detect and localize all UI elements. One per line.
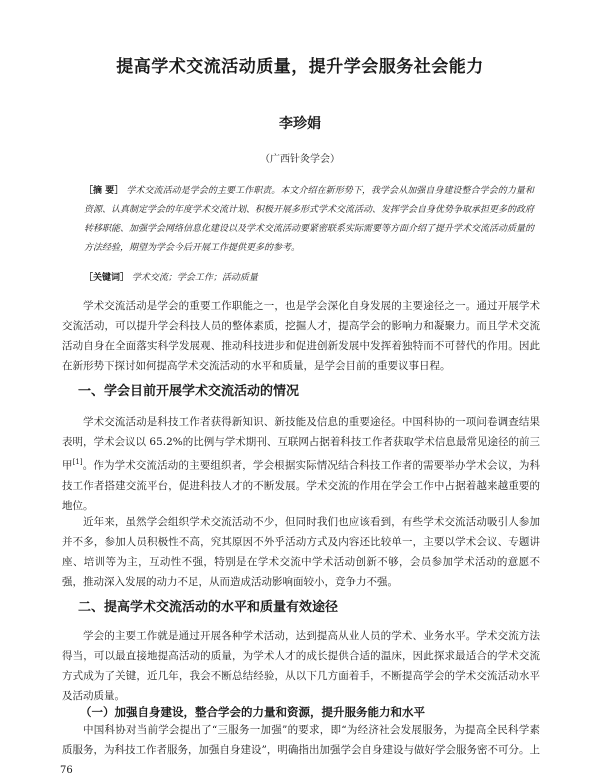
abstract-text: 学术交流活动是学会的主要工作职责。本文介绍在新形势下，我学会从加强自身建设整合学会的力量和资源、认真制定学会的年度学术交流计划、积极开展多形式学术交流活动、发挥学会自身优势争取承担更多的政府转移职能、加强学会网络信息化建设以及学术交流活动要紧密联系实际需要等方面介绍了提升学术交流活动质量的方法经验，期望为学会今后开展工作提供更多的参考。 (84, 186, 535, 253)
abstract-label: ［摘 要］ (84, 186, 124, 196)
section-1-p1-text-b: 。作为学术交流活动的主要组织者，学会根据实际情况结合科技工作者的需要举办学术会议，为科技工作者搭建交流平台，促进科技人才的不断发展。学术交流的作用在学会工作中占据着越来越重要的地位。 (62, 459, 541, 512)
section-1-paragraph-2: 近年来，虽然学会组织学术交流活动不少，但同时我们也应该看到，有些学术交流活动吸引人参加并不多，参加人员积极性不高，究其原因不外乎活动方式及内容还比较单一，主要以学术会议、专题讲座、培训等为主，互动性不强，特别是在学术交流中学术活动创新不够，会员参加学术活动的意愿不强，推动深入发展的动力不足，从而造成活动影响面较小，竞争力不强。 (62, 516, 540, 588)
section-2-paragraph-1: 学会的主要工作就是通过开展各种学术活动，达到提高从业人员的学术、业务水平。学术交流方法得当，可以最直接地提高活动的质量，为学术人才的成长提供合适的温床，因此探求最适合的学术交流方式成为了关键，近几年，我会不断总结经验，从以下几方面着手，不断提高学会的学术交流活动水平及活动质量。 (62, 630, 540, 702)
abstract (84, 182, 534, 258)
keywords-label: ［关键词］ (84, 273, 130, 283)
author-name: 李珍娟 (279, 116, 321, 132)
subsection-1-paragraph: 中国科协对当前学会提出了“三服务一加强”的要求，即“为经济社会发展服务，为提高全民科学素质服务，为科技工作者服务，加强自身建设”，明确指出加强学会自身建设与做好学会服务密不可分。上 (62, 724, 540, 756)
subsection-1-heading: （一）加强自身建设，整合学会的力量和资源，提升服务能力和水平 (80, 705, 425, 719)
section-1-p1-text-a: 学术交流活动是科技工作者获得新知识、新技能及信息的重要途径。中国科协的一项问卷调查结果表明，学术会议以 65.2%的比例与学术期刊、互联网占据着科技工作者获取学术信息最常见途径的前三甲 (62, 416, 540, 472)
keywords-text: 学术交流；学会工作；活动质量 (131, 273, 258, 283)
section-2-heading: 二、提高学术交流活动的水平和质量有效途径 (78, 600, 339, 615)
intro-paragraph: 学术交流活动是学会的重要工作职能之一，也是学会深化自身发展的主要途径之一。通过开展学术交流活动，可以提升学会科技人员的整体素质，挖掘人才，提高学会的影响力和凝聚力。而且学术交流活动自身在全面落实科学发展观、推动科技进步和促进创新发展中发挥着独特而不可替代的作用。因此在新形势下探讨如何提高学术交流活动的水平和质量，是学会目前的重要议事日程。 (62, 300, 540, 372)
paper-title: 提高学术交流活动质量，提升学会服务社会能力 (116, 57, 484, 77)
author-affiliation: （广西针灸学会） (260, 154, 340, 165)
keywords (84, 270, 534, 283)
section-1-heading: 一、学会目前开展学术交流活动的情况 (78, 384, 300, 399)
section-1-paragraph-1 (62, 412, 540, 516)
citation-ref: [1] (72, 458, 83, 466)
page-number: 76 (60, 765, 73, 776)
